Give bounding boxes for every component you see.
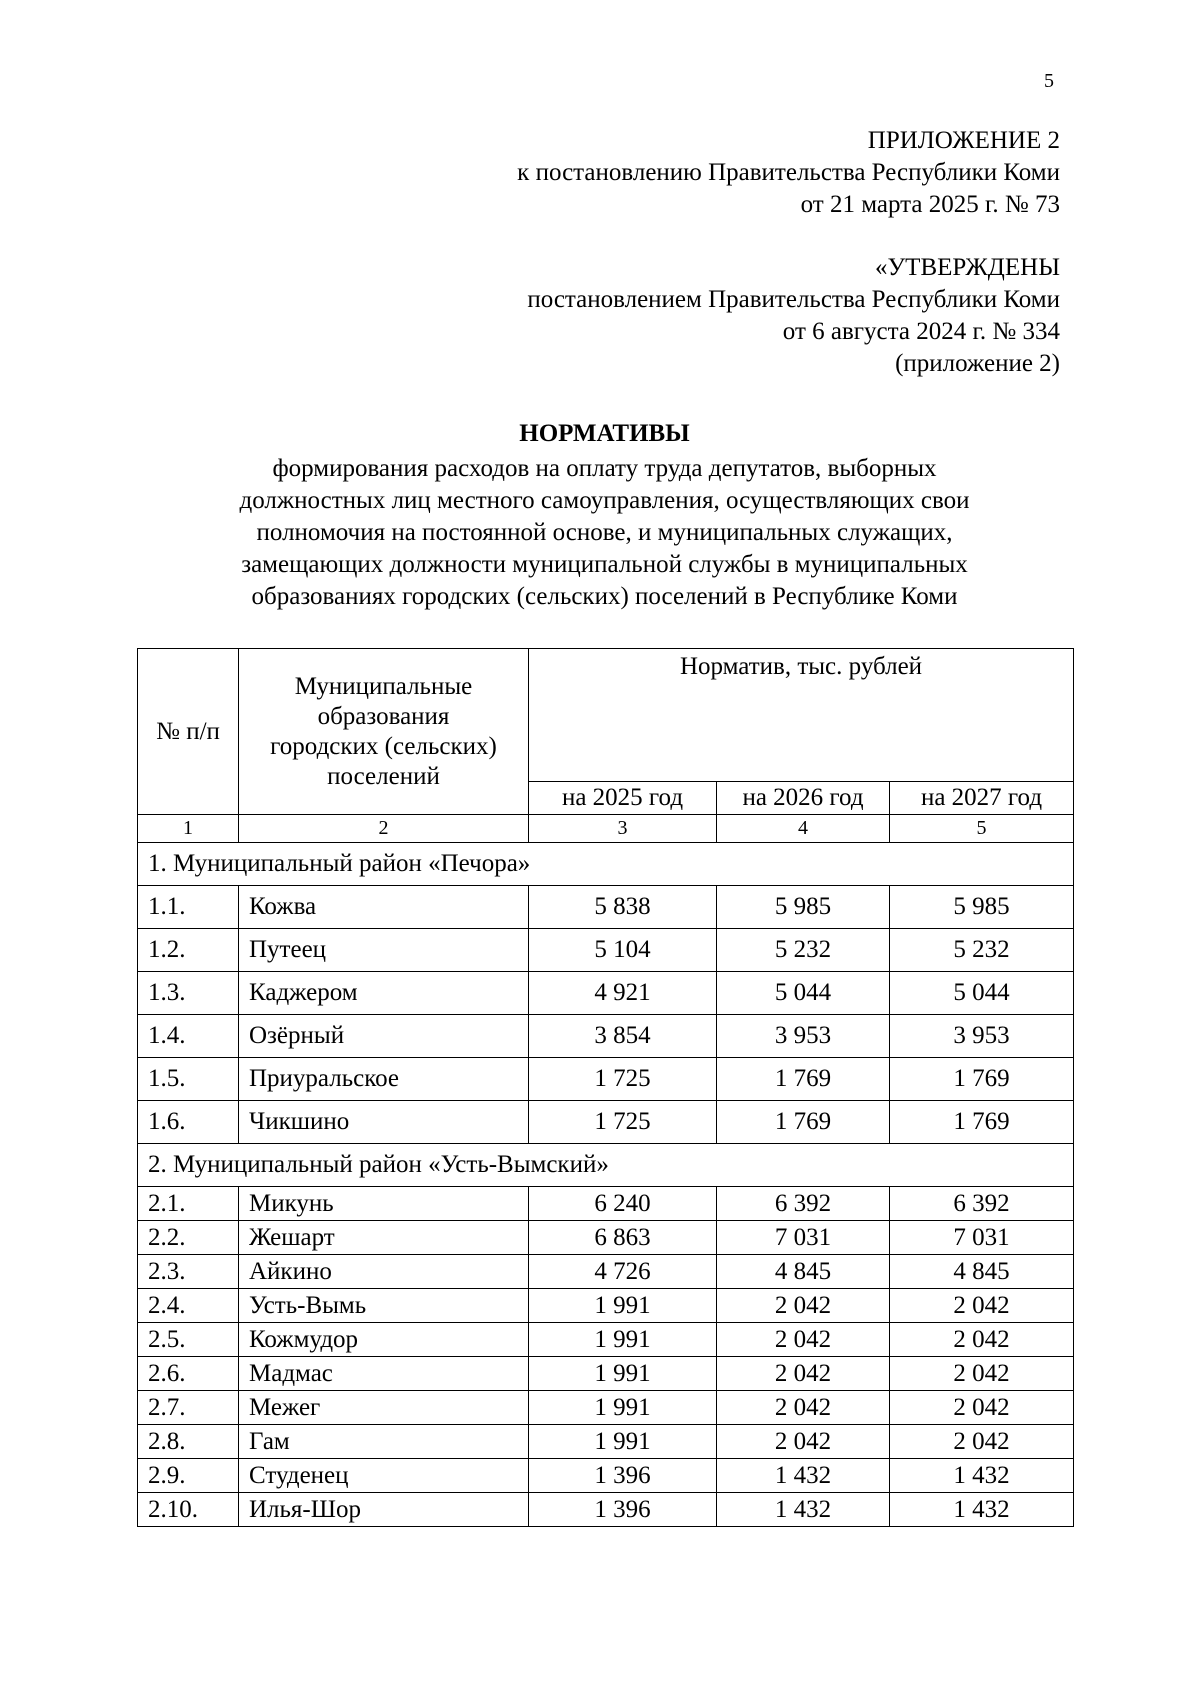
value-2027: 1 432 (890, 1493, 1074, 1527)
table-header (138, 649, 1074, 843)
header-municipality-line: образования (317, 702, 450, 730)
section-title: 2. Муниципальный район «Усть-Вымский» (138, 1144, 1074, 1187)
section-row (138, 1144, 1074, 1187)
approved-block (527, 252, 1060, 380)
value-2025: 1 991 (529, 1391, 717, 1425)
table-body (138, 843, 1074, 1527)
table-row (138, 886, 1074, 929)
municipality-name: Каджером (239, 972, 529, 1015)
approved-date: от 6 августа 2024 г. № 334 (782, 318, 1060, 345)
document-subtitle-line: образованиях городских (сельских) поселений в Республике Коми (251, 583, 958, 610)
municipality-name: Межег (239, 1391, 529, 1425)
value-2027: 1 769 (890, 1058, 1074, 1101)
table-row (138, 1425, 1074, 1459)
table-row (138, 972, 1074, 1015)
municipality-name: Путеец (239, 929, 529, 972)
value-2027: 6 392 (890, 1187, 1074, 1221)
value-2027: 1 769 (890, 1101, 1074, 1144)
table-row (138, 1255, 1074, 1289)
municipality-name: Илья-Шор (239, 1493, 529, 1527)
municipality-name: Мадмас (239, 1357, 529, 1391)
header-year-2026: на 2026 год (717, 782, 890, 815)
value-2026: 2 042 (717, 1289, 890, 1323)
table-row (138, 1323, 1074, 1357)
row-number: 2.1. (138, 1187, 239, 1221)
value-2025: 4 726 (529, 1255, 717, 1289)
value-2025: 5 838 (529, 886, 717, 929)
municipality-name: Чикшино (239, 1101, 529, 1144)
row-number: 2.9. (138, 1459, 239, 1493)
column-number: 2 (239, 815, 529, 843)
value-2027: 3 953 (890, 1015, 1074, 1058)
municipality-name: Гам (239, 1425, 529, 1459)
column-number: 3 (529, 815, 717, 843)
value-2026: 2 042 (717, 1323, 890, 1357)
row-number: 1.4. (138, 1015, 239, 1058)
value-2025: 1 991 (529, 1323, 717, 1357)
norms-table (137, 648, 1074, 1527)
municipality-name: Студенец (239, 1459, 529, 1493)
document-subtitle-line: должностных лиц местного самоуправления, осуществляющих свои (239, 487, 970, 514)
table-row (138, 1391, 1074, 1425)
column-number: 4 (717, 815, 890, 843)
value-2026: 4 845 (717, 1255, 890, 1289)
municipality-name: Кожмудор (239, 1323, 529, 1357)
page-number: 5 (1044, 70, 1054, 92)
value-2026: 1 769 (717, 1058, 890, 1101)
row-number: 2.3. (138, 1255, 239, 1289)
table-row (138, 1289, 1074, 1323)
document-subtitle-line: формирования расходов на оплату труда депутатов, выборных (272, 455, 937, 482)
value-2025: 4 921 (529, 972, 717, 1015)
municipality-name: Кожва (239, 886, 529, 929)
row-number: 1.2. (138, 929, 239, 972)
header-municipality-line: городских (сельских) (270, 732, 497, 760)
row-number: 2.7. (138, 1391, 239, 1425)
row-number: 2.6. (138, 1357, 239, 1391)
header-year-2027: на 2027 год (890, 782, 1074, 815)
value-2025: 1 991 (529, 1357, 717, 1391)
value-2027: 4 845 (890, 1255, 1074, 1289)
approved-appendix-ref: (приложение 2) (895, 350, 1060, 377)
document-subtitle-line: замещающих должности муниципальной службы в муниципальных (241, 551, 968, 578)
value-2026: 2 042 (717, 1357, 890, 1391)
table-row (138, 929, 1074, 972)
value-2026: 5 985 (717, 886, 890, 929)
row-number: 2.10. (138, 1493, 239, 1527)
value-2026: 1 769 (717, 1101, 890, 1144)
column-number: 1 (138, 815, 239, 843)
section-title: 1. Муниципальный район «Печора» (138, 843, 1074, 886)
approved-title: «УТВЕРЖДЕНЫ (874, 254, 1060, 281)
municipality-name: Микунь (239, 1187, 529, 1221)
value-2025: 1 991 (529, 1289, 717, 1323)
table-row (138, 1101, 1074, 1144)
value-2027: 2 042 (890, 1357, 1074, 1391)
municipality-name: Приуральское (239, 1058, 529, 1101)
municipality-name: Айкино (239, 1255, 529, 1289)
value-2026: 3 953 (717, 1015, 890, 1058)
table-row (138, 1493, 1074, 1527)
header-municipality-line: Муниципальные (294, 672, 473, 700)
value-2027: 1 432 (890, 1459, 1074, 1493)
row-number: 1.6. (138, 1101, 239, 1144)
value-2026: 2 042 (717, 1391, 890, 1425)
table-row (138, 1221, 1074, 1255)
row-number: 1.5. (138, 1058, 239, 1101)
value-2027: 5 044 (890, 972, 1074, 1015)
header-year-2025: на 2025 год (529, 782, 717, 815)
value-2026: 5 044 (717, 972, 890, 1015)
header-num: № п/п (138, 649, 239, 815)
appendix-resolution: к постановлению Правительства Республики Коми (517, 159, 1060, 186)
municipality-name: Озёрный (239, 1015, 529, 1058)
value-2026: 6 392 (717, 1187, 890, 1221)
value-2026: 7 031 (717, 1221, 890, 1255)
municipality-name: Жешарт (239, 1221, 529, 1255)
value-2026: 5 232 (717, 929, 890, 972)
value-2025: 1 991 (529, 1425, 717, 1459)
document-title: НОРМАТИВЫ (519, 420, 690, 447)
table-row (138, 1357, 1074, 1391)
value-2027: 5 232 (890, 929, 1074, 972)
header-municipality-line: поселений (327, 762, 440, 790)
column-number: 5 (890, 815, 1074, 843)
value-2026: 2 042 (717, 1425, 890, 1459)
appendix-title: ПРИЛОЖЕНИЕ 2 (867, 127, 1060, 154)
value-2025: 1 725 (529, 1058, 717, 1101)
value-2025: 6 240 (529, 1187, 717, 1221)
value-2027: 2 042 (890, 1289, 1074, 1323)
row-number: 2.8. (138, 1425, 239, 1459)
value-2027: 2 042 (890, 1425, 1074, 1459)
value-2025: 1 396 (529, 1459, 717, 1493)
value-2027: 5 985 (890, 886, 1074, 929)
appendix-date: от 21 марта 2025 г. № 73 (800, 191, 1060, 218)
value-2025: 6 863 (529, 1221, 717, 1255)
row-number: 2.5. (138, 1323, 239, 1357)
value-2027: 7 031 (890, 1221, 1074, 1255)
value-2025: 5 104 (529, 929, 717, 972)
row-number: 1.3. (138, 972, 239, 1015)
document-subtitle-line: полномочия на постоянной основе, и муниципальных служащих, (256, 519, 953, 546)
value-2025: 3 854 (529, 1015, 717, 1058)
table-row (138, 1459, 1074, 1493)
section-row (138, 843, 1074, 886)
table-row (138, 1187, 1074, 1221)
table-row (138, 1015, 1074, 1058)
approved-resolution: постановлением Правительства Республики Коми (527, 286, 1060, 313)
value-2027: 2 042 (890, 1323, 1074, 1357)
value-2026: 1 432 (717, 1459, 890, 1493)
value-2025: 1 725 (529, 1101, 717, 1144)
appendix-block (517, 125, 1060, 221)
row-number: 1.1. (138, 886, 239, 929)
column-number-row (138, 815, 1074, 843)
header-norm: Норматив, тыс. рублей (529, 649, 1074, 782)
value-2027: 2 042 (890, 1391, 1074, 1425)
value-2026: 1 432 (717, 1493, 890, 1527)
document-heading (137, 418, 1072, 613)
row-number: 2.4. (138, 1289, 239, 1323)
table-row (138, 1058, 1074, 1101)
municipality-name: Усть-Вымь (239, 1289, 529, 1323)
row-number: 2.2. (138, 1221, 239, 1255)
header-municipality (239, 649, 529, 815)
value-2025: 1 396 (529, 1493, 717, 1527)
